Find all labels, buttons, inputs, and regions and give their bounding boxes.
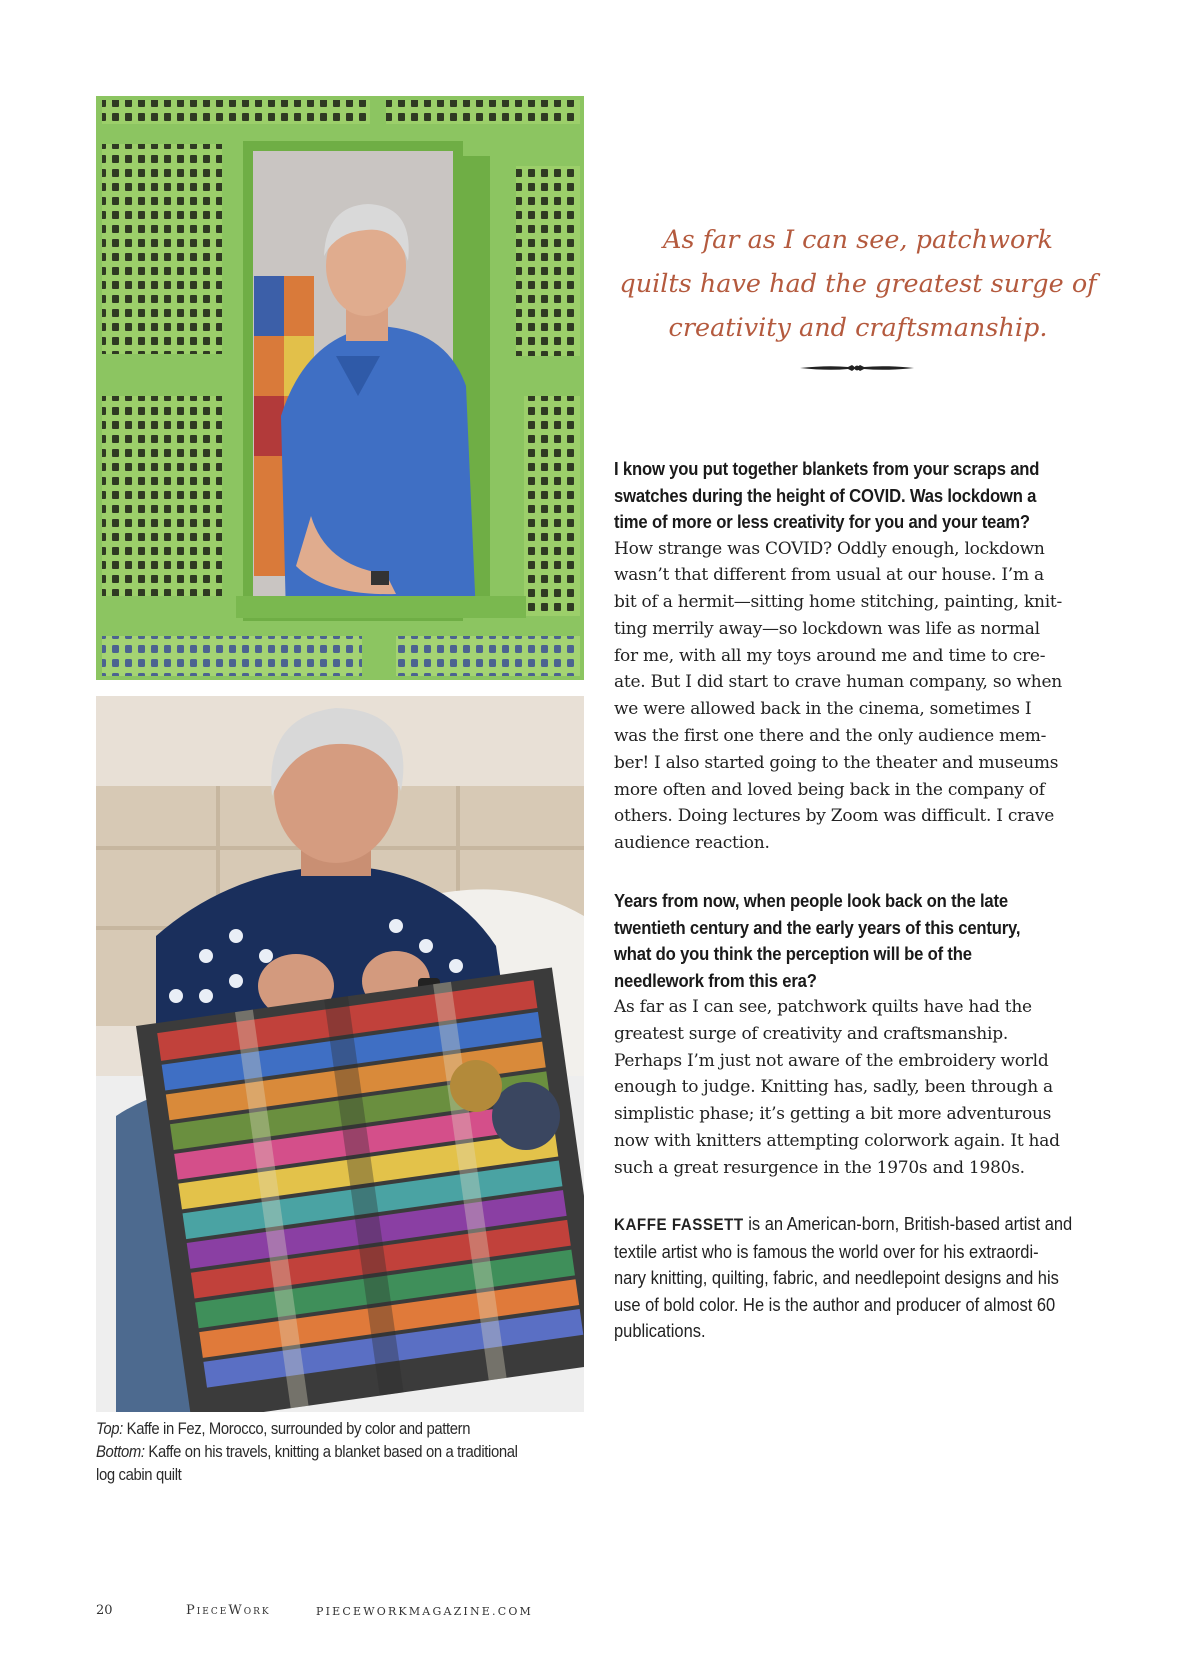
answer-2 xyxy=(614,994,1104,1182)
answer-line: was the first one there and the only audience mem- xyxy=(614,726,1047,747)
answer-line: others. Doing lectures by Zoom was difficult. I crave xyxy=(614,806,1055,827)
bio-line-rest: is an American-born, British-based artist and xyxy=(743,1213,1073,1234)
question-line: twentieth century and the early years of this century, xyxy=(614,916,1021,938)
question-line: Years from now, when people look back on the late xyxy=(614,890,1008,911)
bio-first-line xyxy=(614,1211,1104,1239)
question-2 xyxy=(614,888,1105,994)
answer-line: audience reaction. xyxy=(614,833,770,854)
caption-top-line xyxy=(96,1418,535,1441)
bio-line: textile artist who is famous the world over for his extraordi- xyxy=(614,1240,1039,1262)
answer-line: enough to judge. Knitting has, sadly, been through a xyxy=(614,1077,1053,1098)
answer-line: How strange was COVID? Oddly enough, lockdown xyxy=(614,538,1045,559)
answer-line: wasn’t that different from usual at our house. I’m a xyxy=(614,565,1044,586)
author-name: KAFFE FASSETT xyxy=(614,1215,744,1234)
answer-line: ting merrily away—so lockdown was life as normal xyxy=(614,618,1040,639)
answer-line: greatest surge of creativity and craftsmanship. xyxy=(614,1023,1008,1044)
photo-knitting xyxy=(96,696,584,1412)
knitting-photo-illustration xyxy=(96,696,584,1412)
qa-block-2 xyxy=(614,888,1104,1182)
answer-line: such a great resurgence in the 1970s and 1980s. xyxy=(614,1157,1025,1178)
caption-top-label: Top: xyxy=(96,1420,123,1438)
answer-line: bit of a hermit—sitting home stitching, painting, knit- xyxy=(614,592,1063,613)
question-line: swatches during the height of COVID. Was lockdown a xyxy=(614,484,1037,506)
pull-quote-line: quilts have had the greatest surge of xyxy=(619,269,1097,299)
page-number: 20 xyxy=(96,1603,113,1618)
photo-caption xyxy=(96,1418,535,1487)
answer-line: now with knitters attempting colorwork again. It had xyxy=(614,1130,1060,1151)
pull-quote-line: creativity and craftsmanship. xyxy=(668,313,1048,343)
caption-bottom-line xyxy=(96,1441,535,1464)
question-line: what do you think the perception will be of the xyxy=(614,943,972,964)
ornament-divider-icon xyxy=(798,362,916,374)
answer-line: more often and loved being back in the company of xyxy=(614,779,1045,800)
pull-quote xyxy=(608,218,1108,350)
window-photo-illustration xyxy=(96,96,584,680)
bio-line: publications. xyxy=(614,1320,706,1341)
bio-line: nary knitting, quilting, fabric, and needlepoint designs and his xyxy=(614,1267,1059,1288)
question-line: I know you put together blankets from your scraps and xyxy=(614,458,1040,479)
answer-line: Perhaps I’m just not aware of the embroidery world xyxy=(614,1050,1049,1071)
bio-line: use of bold color. He is the author and producer of almost 60 xyxy=(614,1293,1056,1315)
answer-1 xyxy=(614,536,1104,858)
question-line: time of more or less creativity for you and your team? xyxy=(614,511,1030,532)
answer-line: simplistic phase; it’s getting a bit more adventurous xyxy=(614,1104,1052,1125)
author-bio-text xyxy=(614,1211,1104,1345)
magazine-url[interactable]: PIECEWORKMAGAZINE.COM xyxy=(316,1605,534,1618)
question-1 xyxy=(614,456,1105,536)
caption-bottom-text-2: log cabin quilt xyxy=(96,1466,182,1484)
question-line: needlework from this era? xyxy=(614,969,817,991)
caption-bottom-label: Bottom: xyxy=(96,1443,145,1461)
qa-block-1 xyxy=(614,456,1104,857)
answer-line: ate. But I did start to crave human company, so when xyxy=(614,672,1062,693)
pull-quote-line: As far as I can see, patchwork xyxy=(663,225,1053,255)
caption-top-text: Kaffe in Fez, Morocco, surrounded by color and pattern xyxy=(126,1420,471,1438)
answer-line: we were allowed back in the cinema, sometimes I xyxy=(614,699,1032,720)
photo-fez-window xyxy=(96,96,584,680)
answer-line: As far as I can see, patchwork quilts have had the xyxy=(614,997,1032,1017)
answer-line: ber! I also started going to the theater and museums xyxy=(614,752,1059,773)
magazine-name: PieceWork xyxy=(186,1603,271,1618)
author-bio xyxy=(614,1211,1104,1345)
caption-bottom-text-1: Kaffe on his travels, knitting a blanket based on a traditional xyxy=(148,1443,518,1461)
answer-line: for me, with all my toys around me and time to cre- xyxy=(614,645,1046,666)
